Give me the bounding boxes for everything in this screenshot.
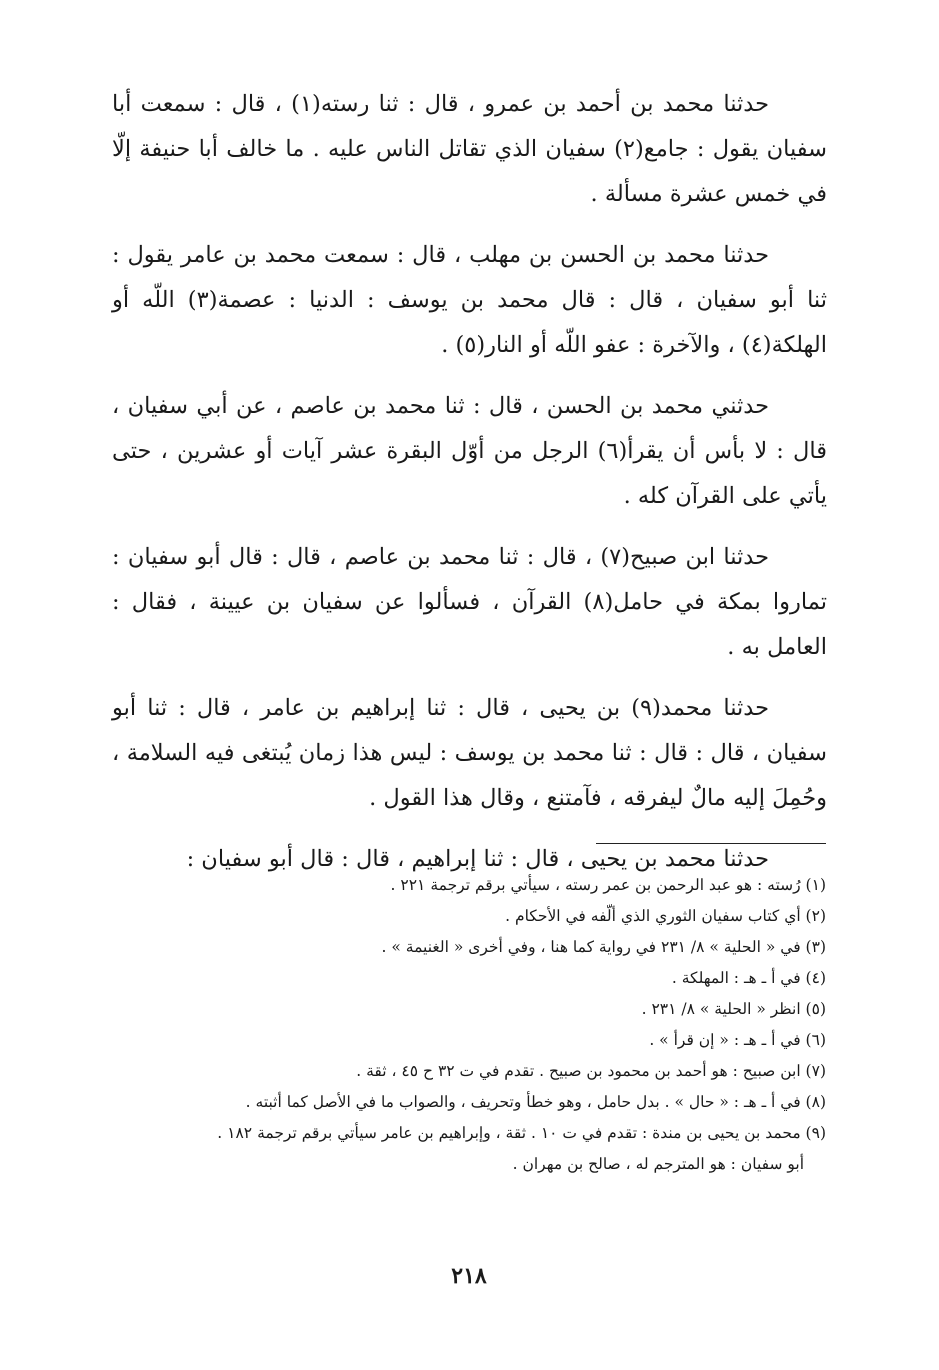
paragraph: حدثنا محمد بن يحيى ، قال : ثنا إبراهيم ، قال : قال أبو سفيان : [186,846,769,872]
footnote-continuation: أبو سفيان : هو المترجم له ، صالح بن مهران . [512,1155,804,1173]
page-number: ٢١٨ [451,1263,487,1289]
footnote: (٨) في أ ـ هـ : « حال » . بدل حامل ، وهو خطأ وتحريف ، والصواب ما في الأصل كما أثبته . [245,1093,826,1111]
paragraph: حدثني محمد بن الحسن ، قال : ثنا محمد بن عاصم ، عن أبي سفيان ، قال : لا بأس أن يقرأ(٦) الرجل من أوّل البقرة عشر آيات أو عشرين ، حتى يأتي على القرآن كله . [112,393,827,509]
footnote: (٣) في « الحلية » ٨/ ٢٣١ في رواية كما هنا ، وفي أخرى « الغنيمة » . [381,938,826,956]
footnotes [150,870,826,1180]
paragraph: حدثنا محمد بن أحمد بن عمرو ، قال : ثنا رسته(١) ، قال : سمعت أبا سفيان يقول : جامع(٢) سفيان الذي تقاتل الناس عليه . ما خالف أبا حنيفة إلّا في خمس عشرة مسألة . [112,91,828,207]
main-text [112,82,827,898]
footnote: (٥) انظر « الحلية » ٨/ ٢٣١ . [641,1000,826,1018]
footnote: (٢) أي كتاب سفيان الثوري الذي ألّفه في الأحكام . [505,907,826,925]
footnote: (٩) محمد بن يحيى بن مندة : تقدم في ت ١٠ . ثقة ، وإبراهيم بن عامر سيأتي برقم ترجمة ١٨٢ . [217,1124,826,1142]
paragraph: حدثنا محمد بن الحسن بن مهلب ، قال : سمعت محمد بن عامر يقول : ثنا أبو سفيان ، قال : قال محمد بن يوسف : الدنيا : عصمة(٣) اللّه أو الهلكة(٤) ، والآخرة : عفو اللّه أو النار(٥) . [112,242,827,358]
footnote: (٦) في أ ـ هـ : « إن قرأ » . [649,1031,826,1049]
footnote: (١) رُسته : هو عبد الرحمن بن عمر رسته ، سيأتي برقم ترجمة ٢٢١ . [390,876,826,894]
paragraph: حدثنا ابن صبيح(٧) ، قال : ثنا محمد بن عاصم ، قال : قال أبو سفيان : تماروا بمكة في حامل(٨) القرآن ، فسألوا عن سفيان بن عيينة ، فقال : العامل به . [112,544,827,660]
footnote: (٤) في أ ـ هـ : المهلكة . [671,969,826,987]
paragraph: حدثنا محمد(٩) بن يحيى ، قال : ثنا إبراهيم بن عامر ، قال : ثنا أبو سفيان ، قال : قال : ثنا محمد بن يوسف : ليس هذا زمان يُبتغى فيه السلامة ، وحُمِلَ إليه مالٌ ليفرقه ، فآمتنع ، وقال هذا القول . [112,695,827,811]
footnote-divider [596,843,826,844]
footnote: (٧) ابن صبيح : هو أحمد بن محمود بن صبيح . تقدم في ت ٣٢ ح ٤٥ ، ثقة . [356,1062,826,1080]
